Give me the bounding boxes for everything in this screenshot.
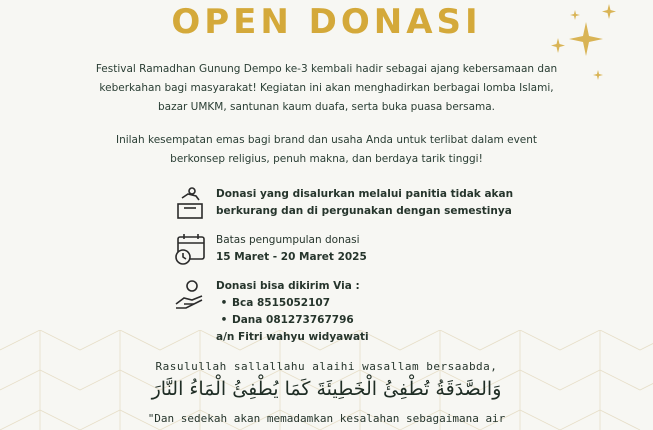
calendar-clock-icon [172,232,210,268]
quote-intro: Rasulullah sallallahu alaihi wasallam bersaabda, [155,360,498,373]
donation-box-icon [172,186,210,222]
donation-note-row [172,186,532,222]
account-name: a/n Fitri wahyu widyawati [216,331,369,343]
donation-note: Donasi yang disalurkan melalui panitia tidak akan berkurang dan di pergunakan dengan semestinya [216,188,514,217]
quote-translation: "Dan sedekah akan memadamkan kesalahan sebagaimana air [147,412,506,425]
via-row [172,278,532,346]
list-item: • Dana 081273767796 [220,314,354,326]
donation-info [172,186,532,356]
intro-text [90,60,563,169]
arabic-quote: وَالصَّدَقَةُ تُطْفِئُ الْخَطِيئَةَ كَمَا يُطْفِئُ الْمَاءُ النَّارَ [151,378,502,400]
deadline-value: 15 Maret - 20 Maret 2025 [216,251,367,263]
intro-paragraph-2: Inilah kesempatan emas bagi brand dan usaha Anda untuk terlibat dalam event berkonsep religius, penuh makna, dan berdaya tarik tinggi! [115,134,538,165]
list-item: • Bca 8515052107 [220,297,331,309]
hand-coin-icon [172,278,210,314]
deadline-row [172,232,532,268]
intro-paragraph-1: Festival Ramadhan Gunung Dempo ke-3 kembali hadir sebagai ajang kebersamaan dan keberkahan bagi masyarakat! Kegiatan ini akan menghadirkan berbagai lomba Islami, bazar UMKM, santunan kaum duafa, serta buka puasa bersama. [95,63,558,113]
page-title: OPEN DONASI [171,2,482,42]
via-label: Donasi bisa dikirim Via : [216,280,360,292]
deadline-label: Batas pengumpulan donasi [216,234,360,246]
